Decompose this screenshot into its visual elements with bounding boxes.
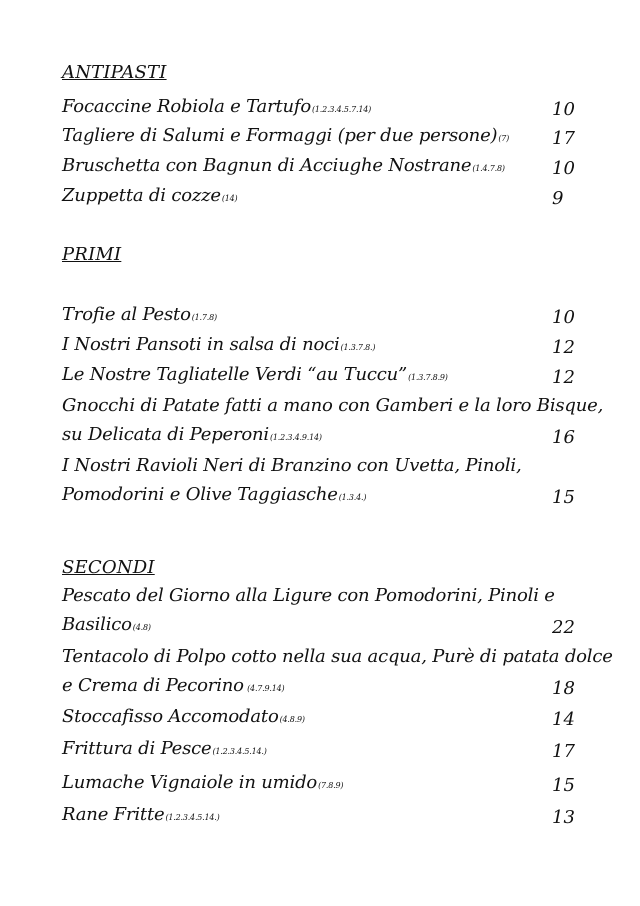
- item-price: 14: [552, 709, 575, 730]
- menu-item: [62, 181, 582, 213]
- item-name: Bruschetta con Bagnun di Acciughe Nostrane: [62, 155, 472, 176]
- item-price: 10: [552, 99, 575, 120]
- item-price: 17: [552, 128, 575, 149]
- item-allergens: (4.8): [132, 623, 151, 632]
- item-price: 12: [552, 337, 575, 358]
- menu-item: [62, 581, 582, 642]
- menu-item: [62, 642, 613, 703]
- item-allergens: (1.3.7.8.9): [408, 373, 448, 382]
- menu-item: [62, 330, 582, 362]
- item-allergens: (1.4.7.8): [472, 164, 505, 173]
- item-name: Focaccine Robiola e Tartufo: [62, 96, 311, 117]
- item-allergens: (1.2.3.4.9.14): [269, 433, 322, 442]
- item-name-line2: su Delicata di Peperoni: [62, 424, 269, 445]
- item-price: 16: [552, 427, 575, 448]
- item-name-line2: Pomodorini e Olive Taggiasche: [62, 484, 338, 505]
- item-allergens: (1.7.8): [191, 313, 217, 322]
- item-allergens: (7): [498, 134, 510, 143]
- item-price: 10: [552, 158, 575, 179]
- item-price: 15: [552, 775, 575, 796]
- item-name: Zuppetta di cozze: [62, 185, 221, 206]
- item-name: Le Nostre Tagliatelle Verdi “au Tuccu”: [62, 364, 408, 385]
- item-name-line1: Pescato del Giorno alla Ligure con Pomodorini, Pinoli e: [62, 585, 555, 606]
- item-name-line1: Gnocchi di Patate fatti a mano con Gamberi e la loro Bisque,: [62, 395, 604, 416]
- item-name: Stoccafisso Accomodato: [62, 706, 279, 727]
- menu-item: [62, 300, 582, 332]
- item-allergens: (1.3.7.8.): [340, 343, 376, 352]
- item-name-line1: I Nostri Ravioli Neri di Branzino con Uvetta, Pinoli,: [62, 455, 522, 476]
- item-name: Tagliere di Salumi e Formaggi (per due persone): [62, 125, 498, 146]
- item-name: Frittura di Pesce: [62, 738, 212, 759]
- menu-item: [62, 702, 582, 734]
- item-name: Lumache Vignaiole in umido: [62, 772, 318, 793]
- menu-item: [62, 92, 582, 124]
- menu-item: [62, 151, 582, 183]
- menu-item: [62, 391, 604, 452]
- item-price: 10: [552, 307, 575, 328]
- menu-item: [62, 451, 582, 512]
- section-title-secondi: SECONDI: [62, 557, 155, 578]
- menu-item: [62, 800, 582, 832]
- item-allergens: (1.2.3.4.5.14.): [212, 747, 267, 756]
- item-allergens: (1.2.3.4.5.7.14): [312, 105, 372, 114]
- item-allergens: (4.8.9): [279, 715, 305, 724]
- item-name-line2: Basilico: [62, 614, 132, 635]
- item-price: 13: [552, 807, 575, 828]
- item-price: 18: [552, 678, 575, 699]
- item-name: Rane Fritte: [62, 804, 165, 825]
- item-allergens: (14): [221, 194, 238, 203]
- section-title-primi: PRIMI: [62, 244, 122, 265]
- item-price: 9: [552, 188, 564, 209]
- item-name: Trofie al Pesto: [62, 304, 191, 325]
- item-name-line2: e Crema di Pecorino: [62, 675, 244, 696]
- menu-item: [62, 768, 582, 800]
- item-name: I Nostri Pansoti in salsa di noci: [62, 334, 340, 355]
- item-price: 17: [552, 741, 575, 762]
- menu-item: [62, 734, 582, 766]
- section-title-antipasti: ANTIPASTI: [62, 62, 167, 83]
- menu-item: [62, 121, 582, 153]
- item-allergens: (7.8.9): [318, 781, 344, 790]
- item-allergens: (1.2.3.4.5.14.): [165, 813, 220, 822]
- menu-item: [62, 360, 582, 392]
- item-name-line1: Tentacolo di Polpo cotto nella sua acqua, Purè di patata dolce: [62, 646, 613, 667]
- item-price: 12: [552, 367, 575, 388]
- item-allergens: (1.3.4.): [338, 493, 367, 502]
- item-price: 15: [552, 487, 575, 508]
- item-allergens: (4.7.9.14): [244, 684, 285, 693]
- item-price: 22: [552, 617, 575, 638]
